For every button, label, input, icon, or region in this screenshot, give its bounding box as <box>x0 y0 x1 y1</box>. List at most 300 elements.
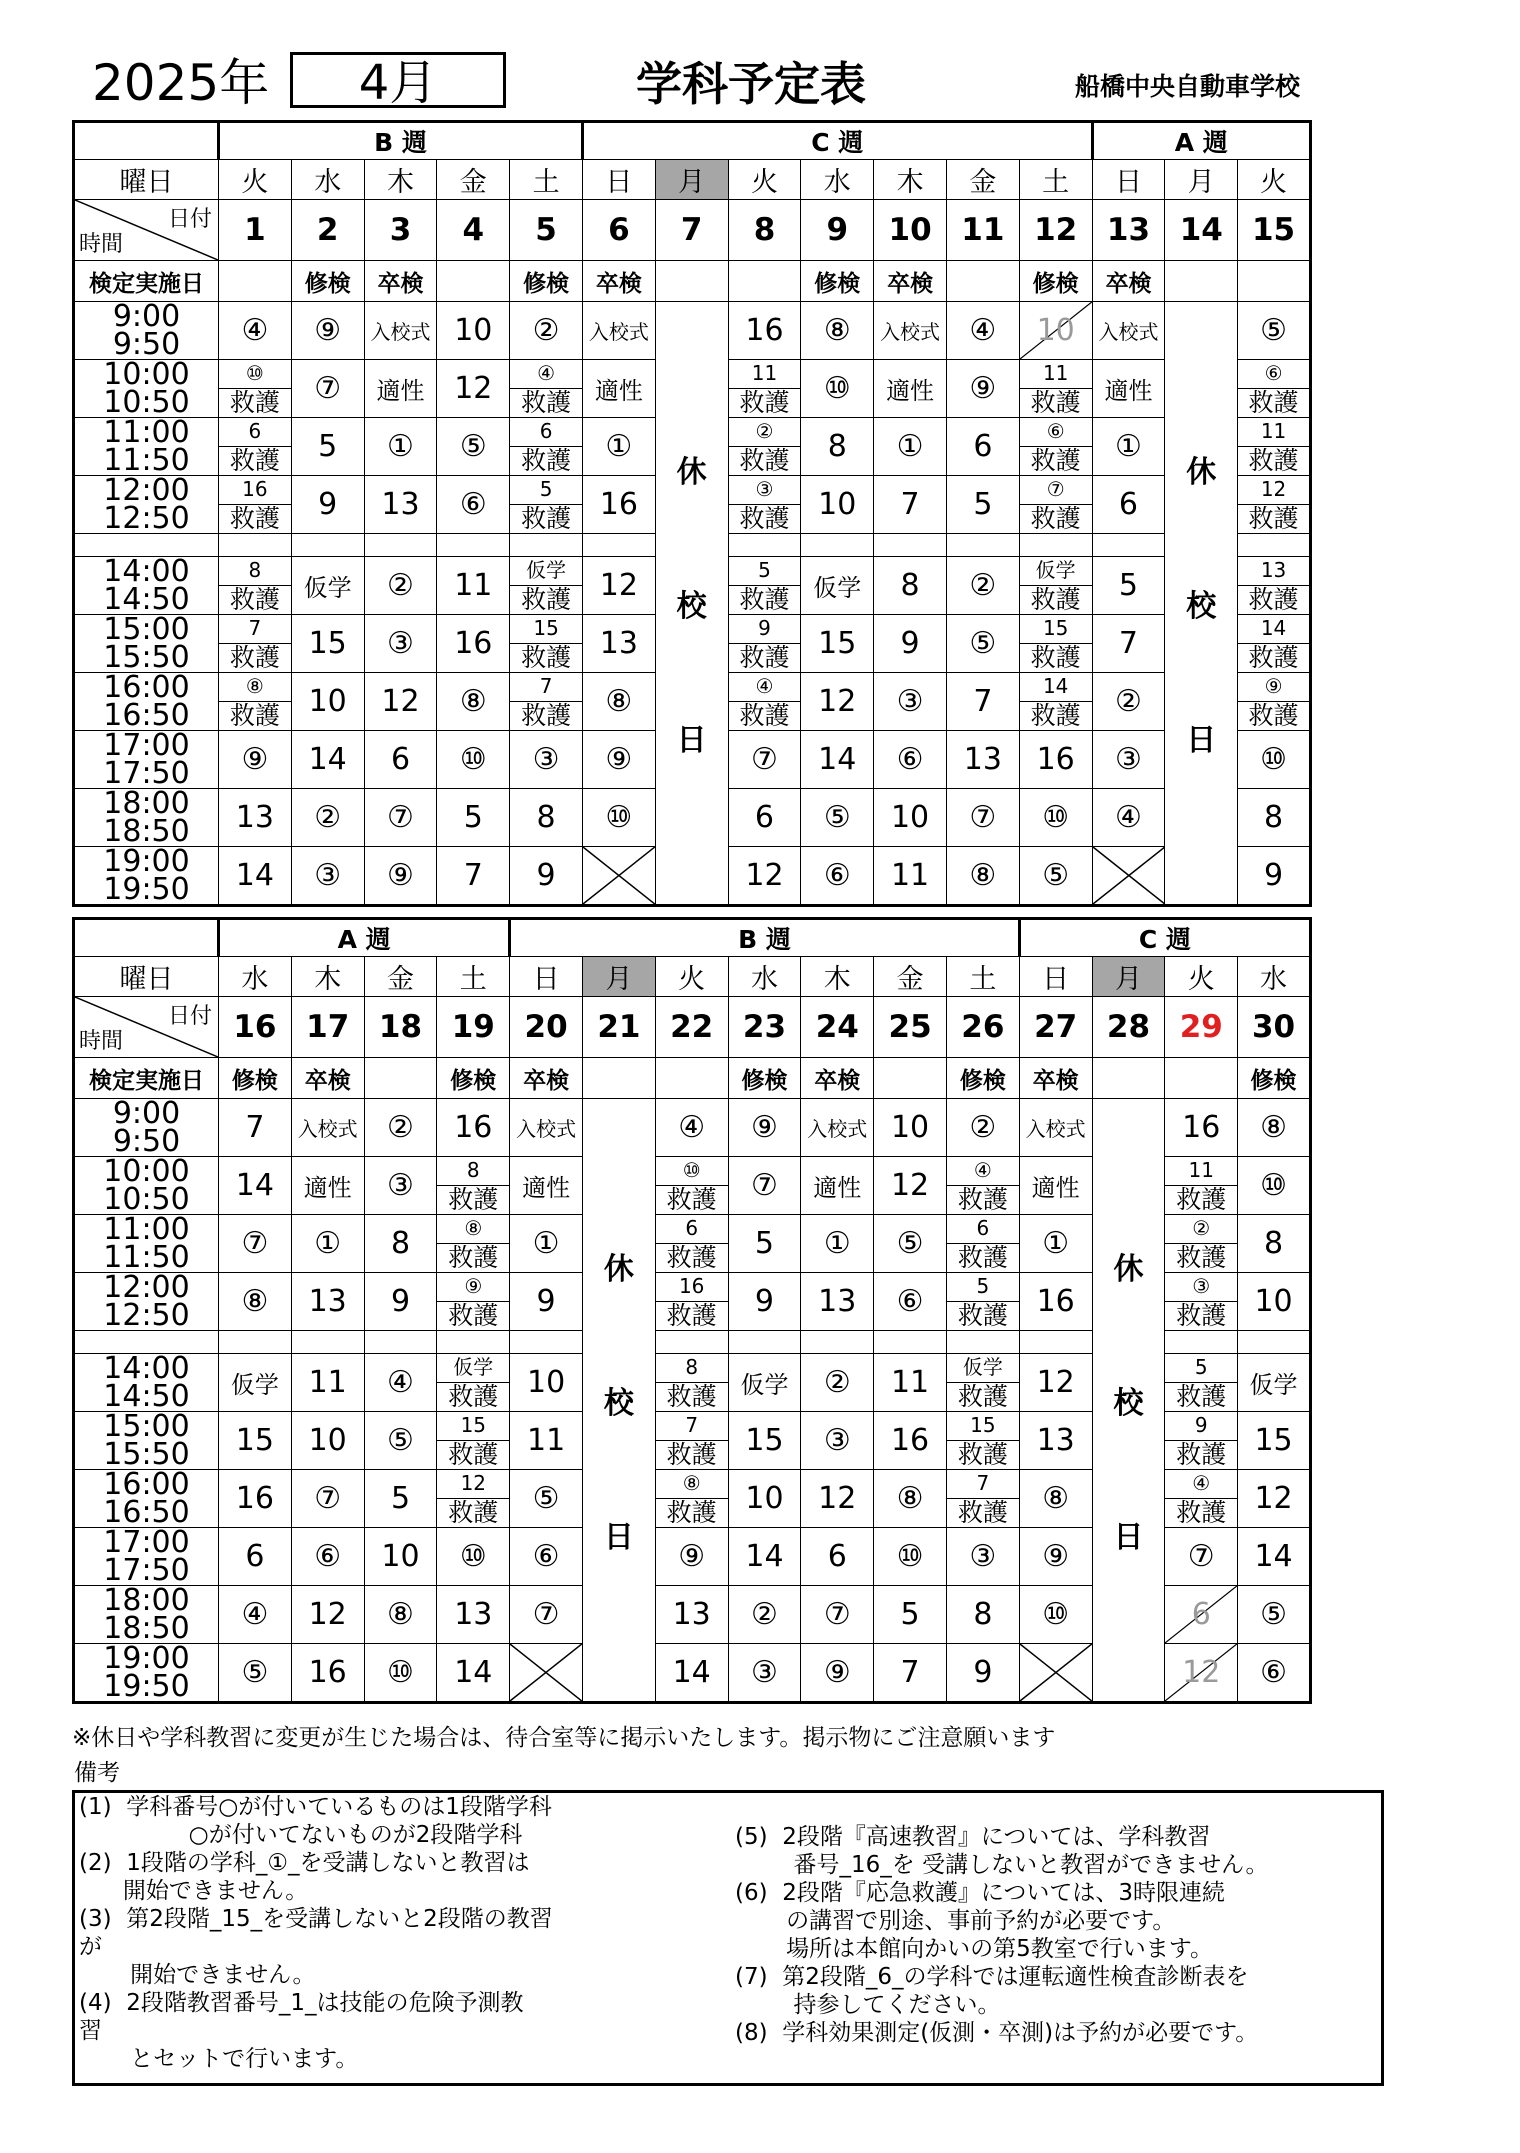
date-time-corner <box>75 200 218 260</box>
lesson-cell <box>655 1273 728 1331</box>
lesson-stack <box>729 418 801 475</box>
lesson-cell: ⑨ <box>801 1644 874 1703</box>
lesson-cell: ⑩ <box>364 1644 437 1703</box>
lesson-cell <box>946 1470 1019 1528</box>
break-cell <box>437 534 510 557</box>
break-cell <box>801 534 874 557</box>
lesson-cell <box>1019 557 1092 615</box>
lesson-cell: ⑩ <box>1238 731 1311 789</box>
lesson-cell: 5 <box>874 1586 947 1644</box>
time-end: 16:50 <box>103 1494 190 1528</box>
lesson-stack <box>729 476 801 533</box>
lesson-cell: ⑨ <box>946 360 1019 418</box>
lesson-cell <box>219 476 292 534</box>
lesson-cell: ② <box>510 302 583 360</box>
time-end: 15:50 <box>103 639 190 673</box>
time-end: 14:50 <box>103 1378 190 1412</box>
time-label: 時間 <box>79 1029 124 1054</box>
lesson-number: 11 <box>1238 418 1309 447</box>
lesson-stack <box>437 1354 509 1411</box>
break-cell <box>1238 1331 1311 1354</box>
lesson-cell <box>510 673 583 731</box>
lesson-cell: ⑨ <box>582 731 655 789</box>
cancelled-lesson-cell <box>1165 1644 1238 1703</box>
lesson-number: 11 <box>729 360 801 389</box>
lesson-cell: 10 <box>291 1412 364 1470</box>
lesson-number: ③ <box>729 476 801 505</box>
lesson-cell: 16 <box>1019 1273 1092 1331</box>
kentei-cell <box>437 261 510 302</box>
lesson-cell: 仮学 <box>291 557 364 615</box>
lesson-cell: 6 <box>728 789 801 847</box>
lesson-type: 救護 <box>1248 643 1299 672</box>
lesson-cell: ⑦ <box>728 1157 801 1215</box>
lesson-cell: 入校式 <box>874 302 947 360</box>
date-time-corner <box>75 997 218 1057</box>
dow-cell gray: 月 <box>582 957 655 997</box>
lesson-cell <box>946 1215 1019 1273</box>
lesson-cell: 14 <box>801 731 874 789</box>
lesson-stack <box>1020 673 1092 730</box>
lesson-cell: 10 <box>437 302 510 360</box>
lesson-cell: 適性 <box>801 1157 874 1215</box>
date-cell: 8 <box>728 200 801 261</box>
dow-cell gray: 月 <box>655 160 728 200</box>
lesson-cell: ② <box>728 1586 801 1644</box>
lesson-stack <box>656 1273 728 1330</box>
lesson-stack <box>729 673 801 730</box>
lesson-cell: 9 <box>946 1644 1019 1703</box>
lesson-cell: ③ <box>1092 731 1165 789</box>
lesson-type: 救護 <box>666 1498 717 1527</box>
break-cell <box>946 1331 1019 1354</box>
date-time-header <box>74 200 219 261</box>
lesson-cell: 入校式 <box>1092 302 1165 360</box>
lesson-type: 救護 <box>448 1243 499 1272</box>
lesson-cell: 8 <box>1238 1215 1311 1273</box>
dow-cell: 土 <box>437 957 510 997</box>
closed-day-char: 日 <box>1186 723 1217 758</box>
time-slot-label <box>74 1157 219 1215</box>
dow-cell: 金 <box>437 160 510 200</box>
closed-day-char: 校 <box>1186 589 1217 624</box>
lesson-cell: ⑥ <box>1238 1644 1311 1703</box>
remark-line: とセットで行います。 <box>79 2046 359 2072</box>
lesson-stack <box>729 557 801 614</box>
dow-cell: 日 <box>1019 957 1092 997</box>
lesson-cell: ⑨ <box>1019 1528 1092 1586</box>
lesson-number: ⑨ <box>1238 673 1309 702</box>
lesson-cell: 12 <box>801 1470 874 1528</box>
lesson-cell <box>728 360 801 418</box>
lesson-cell: 入校式 <box>364 302 437 360</box>
lesson-cell <box>655 1412 728 1470</box>
week-corner <box>74 122 219 160</box>
lesson-stack <box>1020 615 1092 672</box>
kentei-cell: 修検 <box>291 261 364 302</box>
kentei-cell: 卒検 <box>1019 1058 1092 1099</box>
kentei-cell <box>655 1058 728 1099</box>
month-box: 4月 <box>290 52 506 108</box>
lesson-cell: ③ <box>946 1528 1019 1586</box>
time-end: 12:50 <box>103 1297 190 1331</box>
time-end: 10:50 <box>103 384 190 418</box>
lesson-number: 11 <box>1020 360 1092 389</box>
remark-line: (1) 学科番号○が付いているものは1段階学科 <box>79 1794 552 1820</box>
lesson-cell: ⑩ <box>1019 789 1092 847</box>
lesson-cell: 7 <box>1092 615 1165 673</box>
break-cell <box>510 1331 583 1354</box>
lesson-cell: 入校式 <box>291 1099 364 1157</box>
time-start: 16:00 <box>103 1469 190 1502</box>
lesson-cell: ⑩ <box>582 789 655 847</box>
lesson-cell: ⑤ <box>1238 1586 1311 1644</box>
kentei-cell <box>364 1058 437 1099</box>
lesson-type: 救護 <box>957 1185 1008 1214</box>
schedule-table-1 <box>72 120 1312 907</box>
lesson-cell: 11 <box>874 847 947 906</box>
lesson-cell: ④ <box>946 302 1019 360</box>
kentei-cell <box>728 261 801 302</box>
lesson-type: 救護 <box>957 1243 1008 1272</box>
date-cell: 1 <box>219 200 292 261</box>
lesson-type: 救護 <box>229 643 280 672</box>
date-cell: 30 <box>1238 997 1311 1058</box>
lesson-cell: 5 <box>364 1470 437 1528</box>
date-cell: 2 <box>291 200 364 261</box>
date-row <box>74 997 1311 1058</box>
dow-cell: 金 <box>946 160 1019 200</box>
kentei-cell <box>1165 261 1238 302</box>
lesson-cell: 適性 <box>1092 360 1165 418</box>
time-label: 時間 <box>79 232 124 257</box>
lesson-cell: 入校式 <box>510 1099 583 1157</box>
kentei-cell <box>219 261 292 302</box>
lesson-cell: ⑦ <box>801 1586 874 1644</box>
lesson-number: ⑥ <box>1020 418 1092 447</box>
lesson-cell: 12 <box>364 673 437 731</box>
lesson-type: 救護 <box>739 446 790 475</box>
lesson-stack <box>1165 1157 1237 1214</box>
lesson-cell: 13 <box>1019 1412 1092 1470</box>
closed-day-char: 休 <box>1186 455 1217 490</box>
closed-day-label <box>656 447 728 759</box>
lesson-stack <box>510 418 582 475</box>
date-cell: 26 <box>946 997 1019 1058</box>
date-cell: 10 <box>874 200 947 261</box>
lesson-cell: 10 <box>874 789 947 847</box>
lesson-cell <box>1165 1412 1238 1470</box>
dow-cell: 月 <box>1165 160 1238 200</box>
remark-line: (4) 2段階教習番号_1_は技能の危険予測教 <box>79 1990 524 2016</box>
remarks-box <box>72 1790 1384 2086</box>
lesson-cell <box>1165 1273 1238 1331</box>
lesson-cell: ⑦ <box>946 789 1019 847</box>
kentei-row <box>74 1058 1311 1099</box>
lesson-type: 救護 <box>739 388 790 417</box>
lesson-cell <box>1238 360 1311 418</box>
year-label: 2025年 <box>92 54 270 112</box>
closed-day-cell <box>1092 1099 1165 1703</box>
break-cell <box>291 534 364 557</box>
lesson-number: 15 <box>510 615 582 644</box>
lesson-stack <box>1238 673 1309 730</box>
lesson-type: 救護 <box>666 1185 717 1214</box>
time-start: 12:00 <box>103 1272 190 1305</box>
lesson-cell: 仮学 <box>1238 1354 1311 1412</box>
lesson-stack <box>656 1215 728 1272</box>
closed-day-char: 日 <box>603 1520 634 1555</box>
remark-line: 持参してください。 <box>735 1992 1001 2018</box>
lesson-type: 救護 <box>1176 1301 1227 1330</box>
time-end: 18:50 <box>103 1610 190 1644</box>
lesson-cell <box>1019 615 1092 673</box>
lesson-stack <box>219 476 291 533</box>
lesson-cell: 6 <box>364 731 437 789</box>
kentei-header: 検定実施日 <box>74 1058 219 1099</box>
kentei-cell: 修検 <box>437 1058 510 1099</box>
date-cell: 20 <box>510 997 583 1058</box>
lesson-cell: 適性 <box>510 1157 583 1215</box>
closed-day-cell <box>582 1099 655 1703</box>
lesson-stack <box>510 615 582 672</box>
lesson-cell: 13 <box>291 1273 364 1331</box>
lesson-cell <box>1019 360 1092 418</box>
lesson-cell: ⑦ <box>728 731 801 789</box>
lesson-number: 12 <box>437 1470 509 1499</box>
lesson-type: 救護 <box>448 1185 499 1214</box>
lesson-stack <box>656 1157 728 1214</box>
lesson-stack <box>656 1354 728 1411</box>
lesson-stack <box>437 1412 509 1469</box>
lesson-cell <box>655 1157 728 1215</box>
dow-cell gray: 月 <box>1092 957 1165 997</box>
lesson-cell: ⑩ <box>1238 1157 1311 1215</box>
lesson-number: ⑩ <box>219 360 291 389</box>
remark-line: 開始できません。 <box>79 1962 316 1988</box>
lesson-cell: 15 <box>728 1412 801 1470</box>
kentei-cell: 卒検 <box>510 1058 583 1099</box>
date-label: 日付 <box>167 1004 212 1029</box>
lesson-cell <box>946 1412 1019 1470</box>
lesson-cell <box>219 418 292 476</box>
time-start: 17:00 <box>103 730 190 763</box>
lesson-cell <box>1238 418 1311 476</box>
closed-day-char: 休 <box>1113 1252 1144 1287</box>
time-start: 19:00 <box>103 1643 190 1676</box>
dow-cell: 水 <box>291 160 364 200</box>
lesson-stack <box>1020 476 1092 533</box>
dow-cell: 日 <box>510 957 583 997</box>
lesson-cell: ⑨ <box>291 302 364 360</box>
lesson-type: 救護 <box>1248 504 1299 533</box>
lesson-number: 14 <box>1238 615 1309 644</box>
lesson-type: 救護 <box>666 1243 717 1272</box>
lesson-cell: 7 <box>946 673 1019 731</box>
lesson-stack <box>1165 1273 1237 1330</box>
date-cell: 22 <box>655 997 728 1058</box>
lesson-stack <box>1020 557 1092 614</box>
date-label: 日付 <box>167 207 212 232</box>
lesson-type: 救護 <box>521 701 572 730</box>
dow-cell: 土 <box>510 160 583 200</box>
time-start: 11:00 <box>103 417 190 450</box>
remark-line: (3) 第2段階_15_を受講しないと2段階の教習 <box>79 1906 553 1932</box>
lesson-cell <box>510 476 583 534</box>
lesson-cell: 12 <box>874 1157 947 1215</box>
cancelled-lesson-number: 6 <box>1191 1597 1211 1632</box>
lesson-stack <box>219 557 291 614</box>
remark-line: ○が付いてないものが2段階学科 <box>79 1822 523 1848</box>
lesson-stack <box>219 360 291 417</box>
lesson-cell: ⑤ <box>1019 847 1092 906</box>
kentei-row <box>74 261 1311 302</box>
lesson-number: 11 <box>1165 1157 1237 1186</box>
lesson-cell: ⑧ <box>1238 1099 1311 1157</box>
notice-text: ※休日や学科教習に変更が生じた場合は、待合室等に掲示いたします。掲示物にご注意願います <box>72 1725 1056 1751</box>
lesson-cell: ③ <box>874 673 947 731</box>
lesson-cell: ④ <box>364 1354 437 1412</box>
lesson-cell <box>1019 476 1092 534</box>
break-cell <box>291 1331 364 1354</box>
lesson-number: ⑧ <box>219 673 291 702</box>
date-cell: 18 <box>364 997 437 1058</box>
lesson-cell: ⑧ <box>874 1470 947 1528</box>
closed-day-label <box>1093 1244 1165 1556</box>
lesson-cell: ⑧ <box>946 847 1019 906</box>
date-cell: 4 <box>437 200 510 261</box>
date-cell: 17 <box>291 997 364 1058</box>
lesson-type: 救護 <box>521 585 572 614</box>
lesson-type: 救護 <box>1176 1440 1227 1469</box>
lesson-cell: ② <box>291 789 364 847</box>
time-slot-row <box>74 302 1311 360</box>
lesson-cell: 仮学 <box>219 1354 292 1412</box>
lesson-type: 救護 <box>521 446 572 475</box>
lesson-cell: ② <box>946 1099 1019 1157</box>
lesson-cell: 14 <box>1238 1528 1311 1586</box>
lesson-number: 16 <box>219 476 291 505</box>
time-end: 15:50 <box>103 1436 190 1470</box>
lesson-cell: 適性 <box>291 1157 364 1215</box>
lesson-cell: ⑤ <box>874 1215 947 1273</box>
lesson-cell: 15 <box>1238 1412 1311 1470</box>
lesson-stack <box>1165 1354 1237 1411</box>
lesson-cell: 16 <box>291 1644 364 1703</box>
lesson-stack <box>510 360 582 417</box>
time-end: 11:50 <box>103 442 190 476</box>
week-row <box>74 122 1311 160</box>
cancelled-lesson-number: 12 <box>1182 1655 1221 1690</box>
kentei-cell: 修検 <box>728 1058 801 1099</box>
time-slot-label <box>74 557 219 615</box>
lesson-cell: 仮学 <box>728 1354 801 1412</box>
dow-cell: 土 <box>946 957 1019 997</box>
break-cell <box>582 534 655 557</box>
lesson-number: 6 <box>656 1215 728 1244</box>
lesson-stack <box>219 615 291 672</box>
lesson-cell <box>437 1412 510 1470</box>
lesson-cell <box>437 1354 510 1412</box>
break-cell <box>1019 1331 1092 1354</box>
lesson-cell <box>219 557 292 615</box>
lesson-number: 8 <box>437 1157 509 1186</box>
lesson-cell: ⑤ <box>219 1644 292 1703</box>
dow-cell: 木 <box>801 957 874 997</box>
date-cell: 9 <box>801 200 874 261</box>
lesson-cell: 適性 <box>582 360 655 418</box>
lesson-type: 救護 <box>1176 1382 1227 1411</box>
week-label: C 週 <box>1019 919 1310 957</box>
date-cell: 23 <box>728 997 801 1058</box>
time-slot-label <box>74 1412 219 1470</box>
date-cell: 19 <box>437 997 510 1058</box>
lesson-cell: ④ <box>219 1586 292 1644</box>
remarks-left-column <box>79 1793 679 2073</box>
break-cell <box>74 534 219 557</box>
lesson-cell: 9 <box>1238 847 1311 906</box>
lesson-cell: 14 <box>291 731 364 789</box>
time-start: 10:00 <box>103 1156 190 1189</box>
lesson-stack <box>1238 615 1309 672</box>
lesson-stack <box>656 1470 728 1527</box>
lesson-number: ② <box>729 418 801 447</box>
lesson-number: 12 <box>1238 476 1309 505</box>
date-cell: 7 <box>655 200 728 261</box>
lesson-cell: ② <box>1092 673 1165 731</box>
break-cell <box>364 1331 437 1354</box>
lesson-cell: 9 <box>510 847 583 906</box>
page-title: 学科予定表 <box>636 57 866 111</box>
date-cell: 25 <box>874 997 947 1058</box>
time-slot-label <box>74 1273 219 1331</box>
lesson-cell <box>728 557 801 615</box>
lesson-cell: ① <box>582 418 655 476</box>
lesson-cell <box>728 418 801 476</box>
lesson-cell: ① <box>874 418 947 476</box>
lesson-number: ④ <box>510 360 582 389</box>
lesson-cell: 入校式 <box>582 302 655 360</box>
lesson-number: 13 <box>1238 557 1309 586</box>
date-cell: 27 <box>1019 997 1092 1058</box>
lesson-cell: 16 <box>874 1412 947 1470</box>
kentei-cell: 卒検 <box>801 1058 874 1099</box>
lesson-cell <box>1165 1354 1238 1412</box>
dow-cell: 土 <box>1019 160 1092 200</box>
lesson-cell <box>728 673 801 731</box>
lesson-cell: 6 <box>801 1528 874 1586</box>
lesson-cell: ⑦ <box>219 1215 292 1273</box>
kentei-header: 検定実施日 <box>74 261 219 302</box>
lesson-cell: 7 <box>874 476 947 534</box>
lesson-cell: ④ <box>219 302 292 360</box>
remarks-label: 備考 <box>74 1760 120 1786</box>
lesson-cell: 9 <box>510 1273 583 1331</box>
dow-cell: 火 <box>1238 160 1311 200</box>
break-cell <box>510 534 583 557</box>
lesson-type: 救護 <box>448 1301 499 1330</box>
lesson-stack <box>1238 360 1309 417</box>
kentei-cell: 卒検 <box>364 261 437 302</box>
lesson-cell <box>1238 557 1311 615</box>
lesson-cell: 11 <box>874 1354 947 1412</box>
remarks-right-column <box>735 1823 1375 2047</box>
time-start: 9:00 <box>112 1098 181 1131</box>
closed-day-cell <box>655 302 728 906</box>
lesson-cell: ③ <box>364 1157 437 1215</box>
lesson-stack <box>437 1470 509 1527</box>
lesson-cell: 13 <box>801 1273 874 1331</box>
